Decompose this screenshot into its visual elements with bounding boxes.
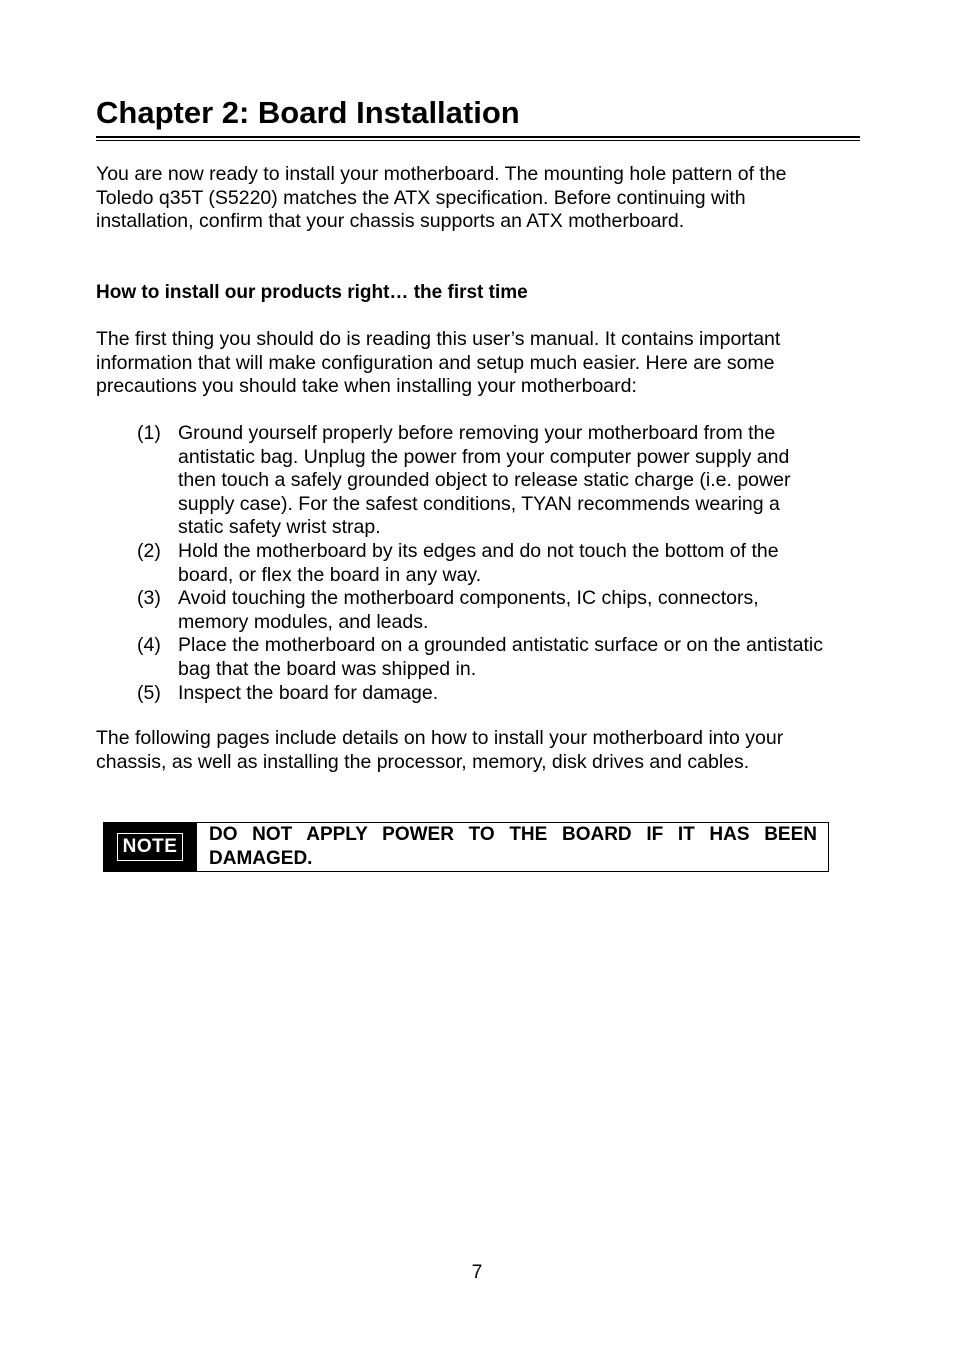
note-text-line: DAMAGED. (209, 848, 313, 869)
note-label: NOTE (117, 833, 184, 861)
intro-line: You are now ready to install your motherboard. The mounting hole pattern of the (96, 163, 787, 185)
precaution-item (137, 682, 823, 706)
precaution-number: (3) (137, 587, 161, 610)
precaution-item (137, 540, 823, 587)
precaution-text (178, 422, 823, 540)
intro-line: Toledo q35T (S5220) matches the ATX specification. Before continuing with (96, 186, 746, 209)
precaution-line: Avoid touching the motherboard components, IC chips, connectors, (178, 587, 759, 610)
section-subheading: How to install our products right… the first time (96, 282, 528, 303)
title-double-rule (96, 136, 860, 141)
precaution-text (178, 682, 823, 706)
precaution-number: (5) (137, 681, 161, 704)
precaution-line: then touch a safely grounded object to release static charge (i.e. power (178, 469, 791, 492)
precaution-text (178, 540, 823, 587)
precautions-list (137, 422, 823, 705)
page-number: 7 (471, 1262, 483, 1283)
intro-line: installation, confirm that your chassis supports an ATX motherboard. (96, 210, 685, 233)
intro-paragraph (96, 163, 787, 234)
first-thing-line: information that will make configuration and setup much easier. Here are some (96, 351, 775, 374)
precaution-text (178, 634, 823, 681)
precaution-item (137, 587, 823, 634)
precaution-number: (4) (137, 634, 161, 657)
precaution-line: antistatic bag. Unplug the power from your computer power supply and (178, 445, 790, 468)
precaution-line: supply case). For the safest conditions, TYAN recommends wearing a (178, 492, 780, 515)
precaution-number: (1) (137, 422, 161, 444)
precaution-line: Place the motherboard on a grounded antistatic surface or on the antistatic (178, 634, 823, 657)
first-thing-line: precautions you should take when installing your motherboard: (96, 375, 637, 398)
note-text (197, 823, 828, 871)
precaution-item (137, 634, 823, 681)
precaution-item (137, 422, 823, 540)
precaution-line: board, or flex the board in any way. (178, 563, 482, 586)
precaution-line: Inspect the board for damage. (178, 681, 439, 704)
precaution-text (178, 587, 823, 634)
first-thing-line: The first thing you should do is reading this user’s manual. It contains important (96, 328, 781, 350)
chapter-title: Chapter 2: Board Installation (96, 95, 520, 130)
precaution-line: bag that the board was shipped in. (178, 657, 477, 680)
precaution-line: Hold the motherboard by its edges and do not touch the bottom of the (178, 539, 779, 562)
following-line: chassis, as well as installing the processor, memory, disk drives and cables. (96, 750, 750, 773)
precaution-line: memory modules, and leads. (178, 610, 429, 633)
following-paragraph (96, 727, 783, 774)
note-box (103, 822, 829, 872)
note-text-line: DO NOT APPLY POWER TO THE BOARD IF IT HAS BEEN (209, 824, 817, 846)
precaution-line: Ground yourself properly before removing your motherboard from the (178, 422, 776, 444)
following-line: The following pages include details on how to install your motherboard into your (96, 727, 784, 749)
precaution-number: (2) (137, 539, 161, 562)
precaution-line: static safety wrist strap. (178, 516, 381, 539)
note-label-cell (104, 823, 197, 871)
first-thing-paragraph (96, 328, 780, 399)
